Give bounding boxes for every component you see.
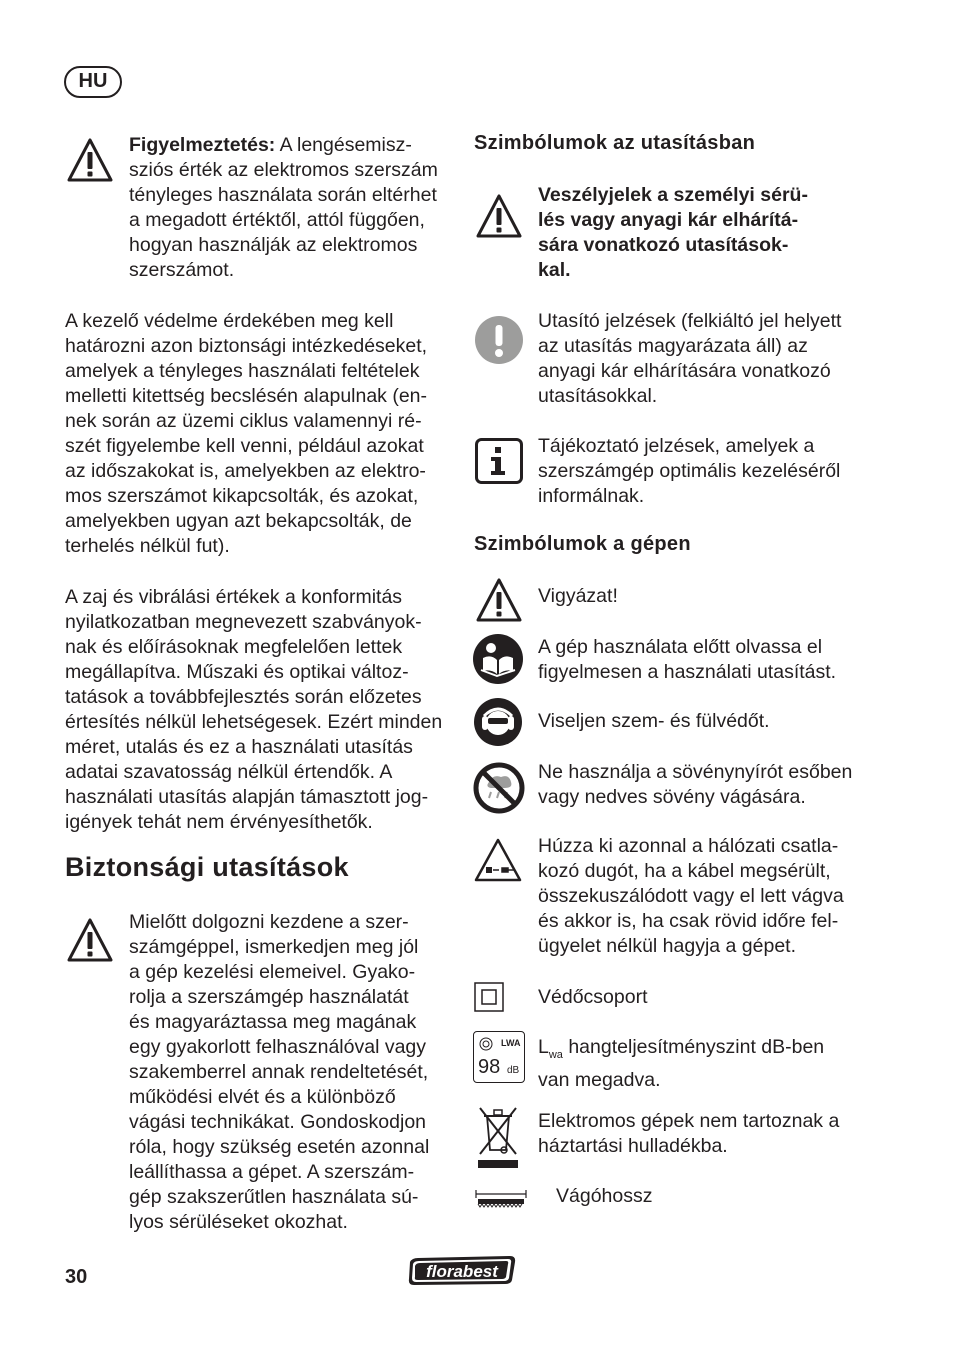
lwa-symbol: L bbox=[538, 1036, 549, 1058]
protection-description bbox=[538, 709, 770, 734]
text-line: A zaj és vibrálási értékek a konformitás bbox=[65, 586, 403, 608]
warning-triangle-icon bbox=[66, 917, 114, 963]
text-line: tatások a továbbfejlesztés során előzetes bbox=[65, 686, 422, 708]
text-line: határozni azon biztonsági intézkedéseket, bbox=[65, 335, 428, 357]
text-line: melletti kitettség becslésén alapulnak (en- bbox=[65, 385, 428, 407]
protection-class-description bbox=[538, 985, 648, 1010]
text-line: nek során az üzemi ciklus valamennyi ré- bbox=[65, 410, 422, 432]
text-line: szakemberrel annak rendeltetését, bbox=[129, 1061, 429, 1083]
text-line: tényleges használata során eltérhet bbox=[129, 184, 437, 206]
read-manual-icon bbox=[473, 634, 523, 684]
sound-icon-unit: dB bbox=[507, 1065, 520, 1076]
text-line: rolja a szerszámgép használatát bbox=[129, 986, 409, 1008]
instruction-symbol-description bbox=[538, 309, 841, 409]
noise-vibration-paragraph bbox=[65, 585, 442, 835]
text-line: lyos sérüléseket okozhat. bbox=[129, 1211, 348, 1233]
text-line: van megadva. bbox=[538, 1068, 661, 1091]
text-line: a gép kezelési elemeivel. Gyako- bbox=[129, 961, 416, 983]
text-line: Védőcsoport bbox=[538, 986, 648, 1008]
sound-icon-label: LWA bbox=[501, 1038, 521, 1048]
sound-power-description bbox=[538, 1035, 824, 1093]
text-line: az időszakokat is, amelyekben az elektro- bbox=[65, 460, 426, 482]
text-line: informálnak. bbox=[538, 485, 645, 507]
text-line: hogyan használják az elektromos bbox=[129, 234, 418, 256]
safety-instructions-text bbox=[129, 910, 429, 1235]
text-line: háztartási hulladékba. bbox=[538, 1135, 728, 1157]
text-line: nyilatkozatban megnevezett szabványok- bbox=[65, 611, 422, 633]
text-line: kozó dugót, ha a kábel megsérült, bbox=[538, 860, 831, 882]
cutting-length-description bbox=[556, 1184, 652, 1209]
text-line: kal. bbox=[538, 259, 571, 281]
eye-ear-protection-icon bbox=[474, 698, 522, 746]
text-line: A lengésemisz- bbox=[275, 134, 412, 156]
text-line: szét figyelembe kell venni, például azokat bbox=[65, 435, 424, 457]
warning-triangle-icon bbox=[475, 193, 523, 239]
text-line: ügyelet nélkül hagyja a gépet. bbox=[538, 935, 797, 957]
caution-triangle-icon bbox=[475, 577, 523, 623]
no-rain-description bbox=[538, 760, 852, 810]
text-line: Viseljen szem- és fülvédőt. bbox=[538, 710, 770, 732]
text-line: Vágóhossz bbox=[556, 1185, 653, 1207]
protection-class-icon bbox=[474, 982, 504, 1012]
caution-description bbox=[538, 584, 618, 609]
text-line: lés vagy anyagi kár elhárítá- bbox=[538, 209, 799, 231]
svg-text:florabest: florabest bbox=[426, 1262, 498, 1281]
text-line: mos szerszámot kikapcsolták, és azokat, bbox=[65, 485, 419, 507]
text-line: utasításokkal. bbox=[538, 385, 658, 407]
text-line: gép szakszerűtlen használata sú- bbox=[129, 1186, 419, 1208]
lwa-subscript: wa bbox=[548, 1048, 563, 1061]
unplug-description bbox=[538, 834, 844, 959]
language-badge: HU bbox=[64, 66, 122, 98]
text-line: igények tehát nem érvényesíthetők. bbox=[65, 811, 373, 833]
text-line: szerszámgép optimális kezeléséről bbox=[538, 460, 841, 482]
text-line: A gép használata előtt olvassa el bbox=[538, 636, 823, 658]
text-line: megállapítva. Műszaki és optikai változ- bbox=[65, 661, 409, 683]
text-line: sziós érték az elektromos szerszám bbox=[129, 159, 438, 181]
info-symbol-description bbox=[538, 434, 840, 509]
read-manual-description bbox=[538, 635, 836, 685]
text-line: Tájékoztató jelzések, amelyek a bbox=[538, 435, 815, 457]
text-line: Veszélyjelek a személyi sérü- bbox=[538, 184, 808, 206]
text-line: az utasítás magyarázata áll) az bbox=[538, 335, 808, 357]
text-line: anyagi kár elhárítására vonatkozó bbox=[538, 360, 831, 382]
unplug-warning-icon bbox=[474, 838, 522, 882]
text-line: nak és előírásoknak megfelelően lettek bbox=[65, 636, 403, 658]
weee-description bbox=[538, 1109, 839, 1159]
symbols-on-machine-heading: Szimbólumok a gépen bbox=[474, 533, 691, 555]
text-line: szerszámot. bbox=[129, 259, 235, 281]
section-title: Biztonsági utasítások bbox=[65, 852, 349, 882]
text-line: amelyek a tényleges használati feltételek bbox=[65, 360, 420, 382]
text-line: és magyaráztassa meg magának bbox=[129, 1011, 417, 1033]
text-line: működési elvét és a különböző bbox=[129, 1086, 396, 1108]
text-line: Utasító jelzések (felkiáltó jel helyett bbox=[538, 310, 842, 332]
warning-vibration-text bbox=[129, 133, 438, 283]
text-line: számgéppel, ismerkedjen meg jól bbox=[129, 936, 419, 958]
text-line: értesítés nélkül lehetségesek. Ezért minden bbox=[65, 711, 443, 733]
text-line: sára vonatkozó utasítások- bbox=[538, 234, 789, 256]
cutting-length-icon bbox=[474, 1186, 528, 1208]
text-line: amelyekben ugyan azt bekapcsolták, de bbox=[65, 510, 412, 532]
florabest-logo bbox=[406, 1252, 518, 1288]
info-icon bbox=[475, 438, 523, 484]
warning-label: Figyelmeztetés: bbox=[129, 134, 276, 156]
text-line: a megadott értéktől, attól függően, bbox=[129, 209, 425, 231]
text-line: Elektromos gépek nem tartoznak a bbox=[538, 1110, 840, 1132]
text-line: leállíthassa a gépet. A szerszám- bbox=[129, 1161, 415, 1183]
weee-crossed-bin-icon bbox=[475, 1104, 521, 1170]
text-line: vagy nedves sövény vágására. bbox=[538, 786, 806, 808]
page-number: 30 bbox=[65, 1266, 88, 1288]
text-line: Mielőtt dolgozni kezdene a szer- bbox=[129, 911, 409, 933]
warning-triangle-icon bbox=[66, 137, 114, 183]
operator-protection-paragraph bbox=[65, 309, 427, 559]
text-line: és akkor is, ha csak rövid időre fel- bbox=[538, 910, 839, 932]
text-line: Húzza ki azonnal a hálózati csatla- bbox=[538, 835, 839, 857]
text-line: egy gyakorlott felhasználóval vagy bbox=[129, 1036, 427, 1058]
text-line: méret, utalás és ez a használati utasítás bbox=[65, 736, 413, 758]
symbols-in-manual-heading: Szimbólumok az utasításban bbox=[474, 132, 756, 154]
speaker-icon bbox=[479, 1037, 493, 1051]
sound-power-icon bbox=[473, 1031, 525, 1083]
text-line: vágási technikákat. Gondoskodjon bbox=[129, 1111, 427, 1133]
text-line: adatai szavatosság nélkül értendők. A bbox=[65, 761, 393, 783]
sound-icon-value: 98 bbox=[478, 1056, 501, 1078]
text-line: összekuszálódott vagy el lett vágva bbox=[538, 885, 844, 907]
text-line: terhelés nélkül fut). bbox=[65, 535, 230, 557]
text-line: használati utasítás alapján támasztott jog- bbox=[65, 786, 429, 808]
text-line: Vigyázat! bbox=[538, 585, 618, 607]
no-rain-icon bbox=[473, 762, 525, 814]
text-line: hangteljesítményszint dB-ben bbox=[562, 1036, 825, 1058]
instruction-exclamation-icon bbox=[475, 316, 523, 364]
text-line: figyelmesen a használati utasítást. bbox=[538, 661, 837, 683]
danger-symbol-description bbox=[538, 183, 808, 283]
text-line: A kezelő védelme érdekében meg kell bbox=[65, 310, 394, 332]
text-line: Ne használja a sövénynyírót esőben bbox=[538, 761, 853, 783]
text-line: róla, hogy szükség esetén azonnal bbox=[129, 1136, 430, 1158]
